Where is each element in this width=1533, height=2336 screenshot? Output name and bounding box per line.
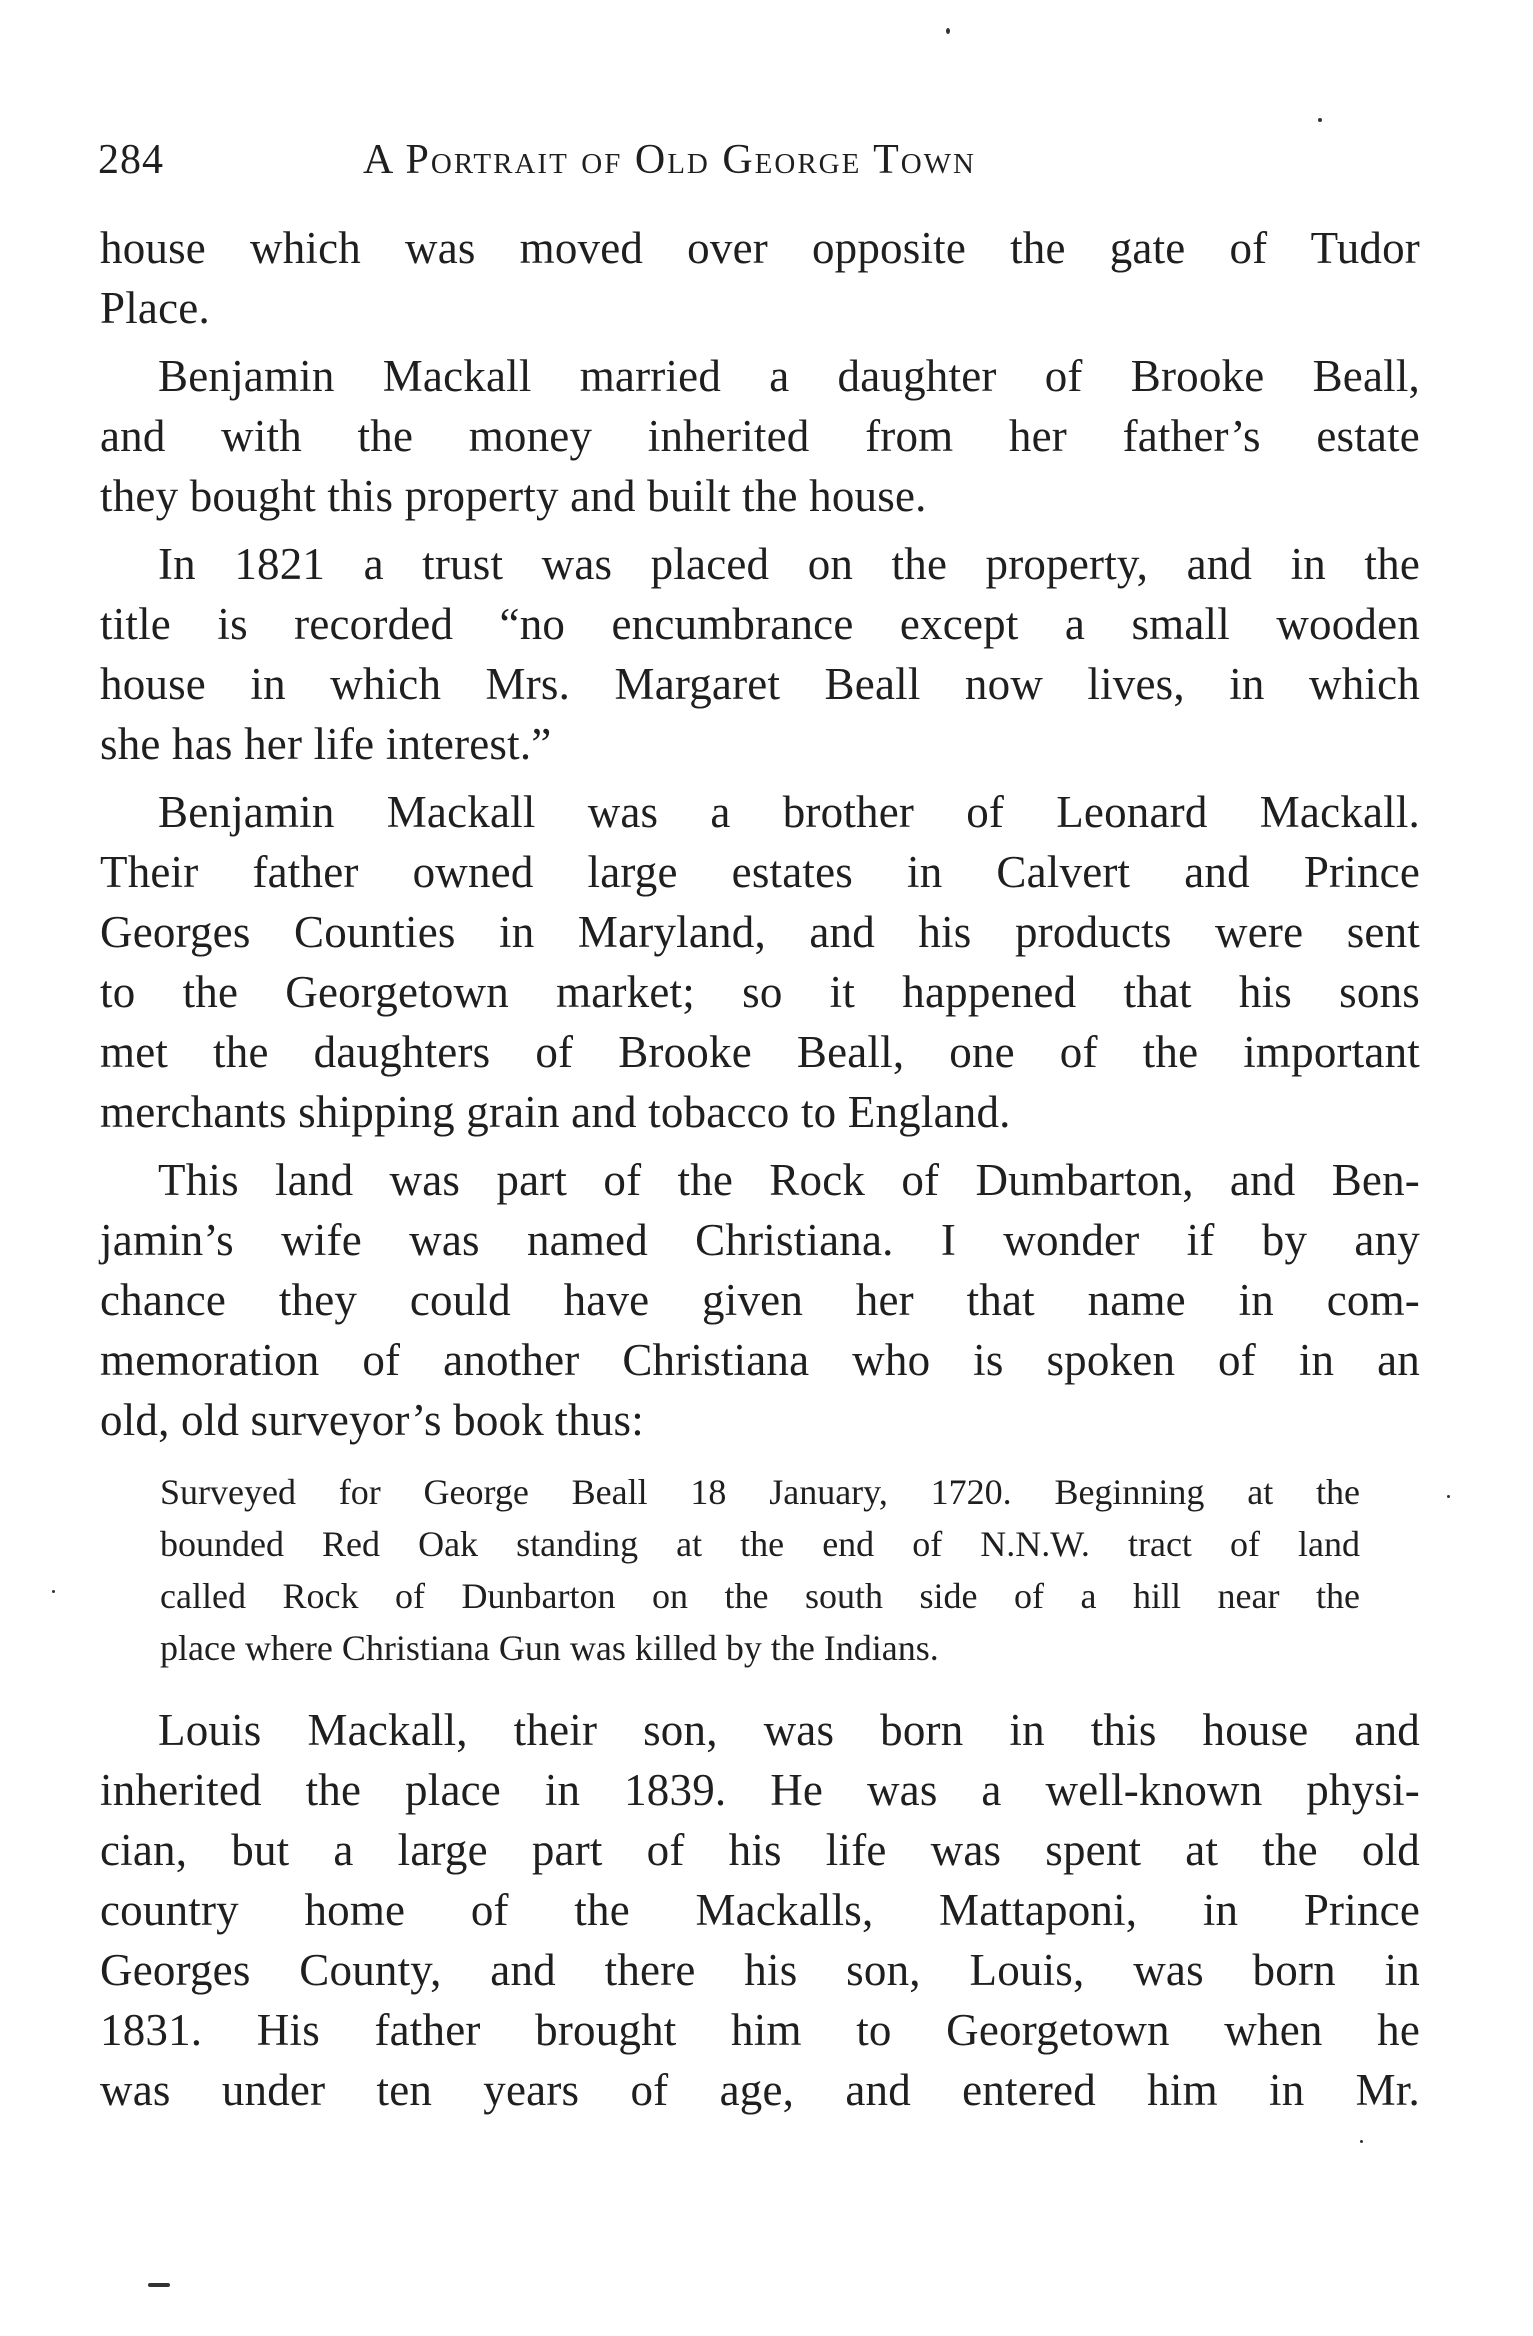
block-quote [160,1466,1360,1674]
text-line: memoration of another Christiana who is spoken of in an [100,1335,1420,1385]
paragraph-3 [100,534,1420,774]
scan-speck [1318,118,1322,122]
scan-speck [1360,2140,1363,2143]
text-line: she has her life interest.” [100,719,552,769]
text-line: old, old surveyor’s book thus: [100,1395,644,1445]
quote-line: place where Christiana Gun was killed by the Indians. [160,1628,939,1668]
text-line: to the Georgetown market; so it happened that his sons [100,967,1420,1017]
text-line: Benjamin Mackall was a brother of Leonard Mackall. [158,787,1420,837]
text-line: house which was moved over opposite the gate of Tudor [100,223,1420,273]
quote-line: Surveyed for George Beall 18 January, 1720. Beginning at the [160,1472,1360,1512]
text-line: In 1821 a trust was placed on the property, and in the [158,539,1420,589]
text-line: Louis Mackall, their son, was born in this house and [158,1705,1420,1755]
paragraph-6 [100,1700,1420,2120]
text-line: met the daughters of Brooke Beall, one of the important [100,1027,1420,1077]
paragraph-5 [100,1150,1420,1450]
paragraph-2 [100,346,1420,526]
quote-line: bounded Red Oak standing at the end of N.N.W. tract of land [160,1524,1360,1564]
scan-speck [1447,1495,1450,1498]
running-title: A Portrait of Old George Town [363,137,976,183]
scan-speck [52,1590,55,1593]
text-line: 1831. His father brought him to Georgetown when he [100,2005,1420,2055]
scan-speck [148,2283,170,2287]
text-line: they bought this property and built the house. [100,471,927,521]
text-line: This land was part of the Rock of Dumbarton, and Ben- [158,1155,1420,1205]
running-head [98,130,1418,190]
text-line: Georges County, and there his son, Louis, was born in [100,1945,1420,1995]
text-line: country home of the Mackalls, Mattaponi, in Prince [100,1885,1420,1935]
text-line: Their father owned large estates in Calvert and Prince [100,847,1420,897]
text-line: merchants shipping grain and tobacco to England. [100,1087,1011,1137]
text-line: was under ten years of age, and entered him in Mr. [100,2065,1420,2115]
text-line: chance they could have given her that name in com- [100,1275,1420,1325]
quote-line: called Rock of Dunbarton on the south side of a hill near the [160,1576,1360,1616]
scan-speck [946,28,950,34]
paragraph-1 [100,218,1420,338]
paragraph-4 [100,782,1420,1142]
text-line: jamin’s wife was named Christiana. I wonder if by any [100,1215,1420,1265]
text-line: cian, but a large part of his life was spent at the old [100,1825,1420,1875]
text-line: house in which Mrs. Margaret Beall now lives, in which [100,659,1420,709]
text-line: title is recorded “no encumbrance except a small wooden [100,599,1420,649]
text-line: Benjamin Mackall married a daughter of Brooke Beall, [158,351,1420,401]
text-line: and with the money inherited from her father’s estate [100,411,1420,461]
text-line: Georges Counties in Maryland, and his products were sent [100,907,1420,957]
text-line: Place. [100,283,210,333]
page-number: 284 [98,137,164,183]
body-text [100,218,1420,2128]
text-line: inherited the place in 1839. He was a well-known physi- [100,1765,1420,1815]
